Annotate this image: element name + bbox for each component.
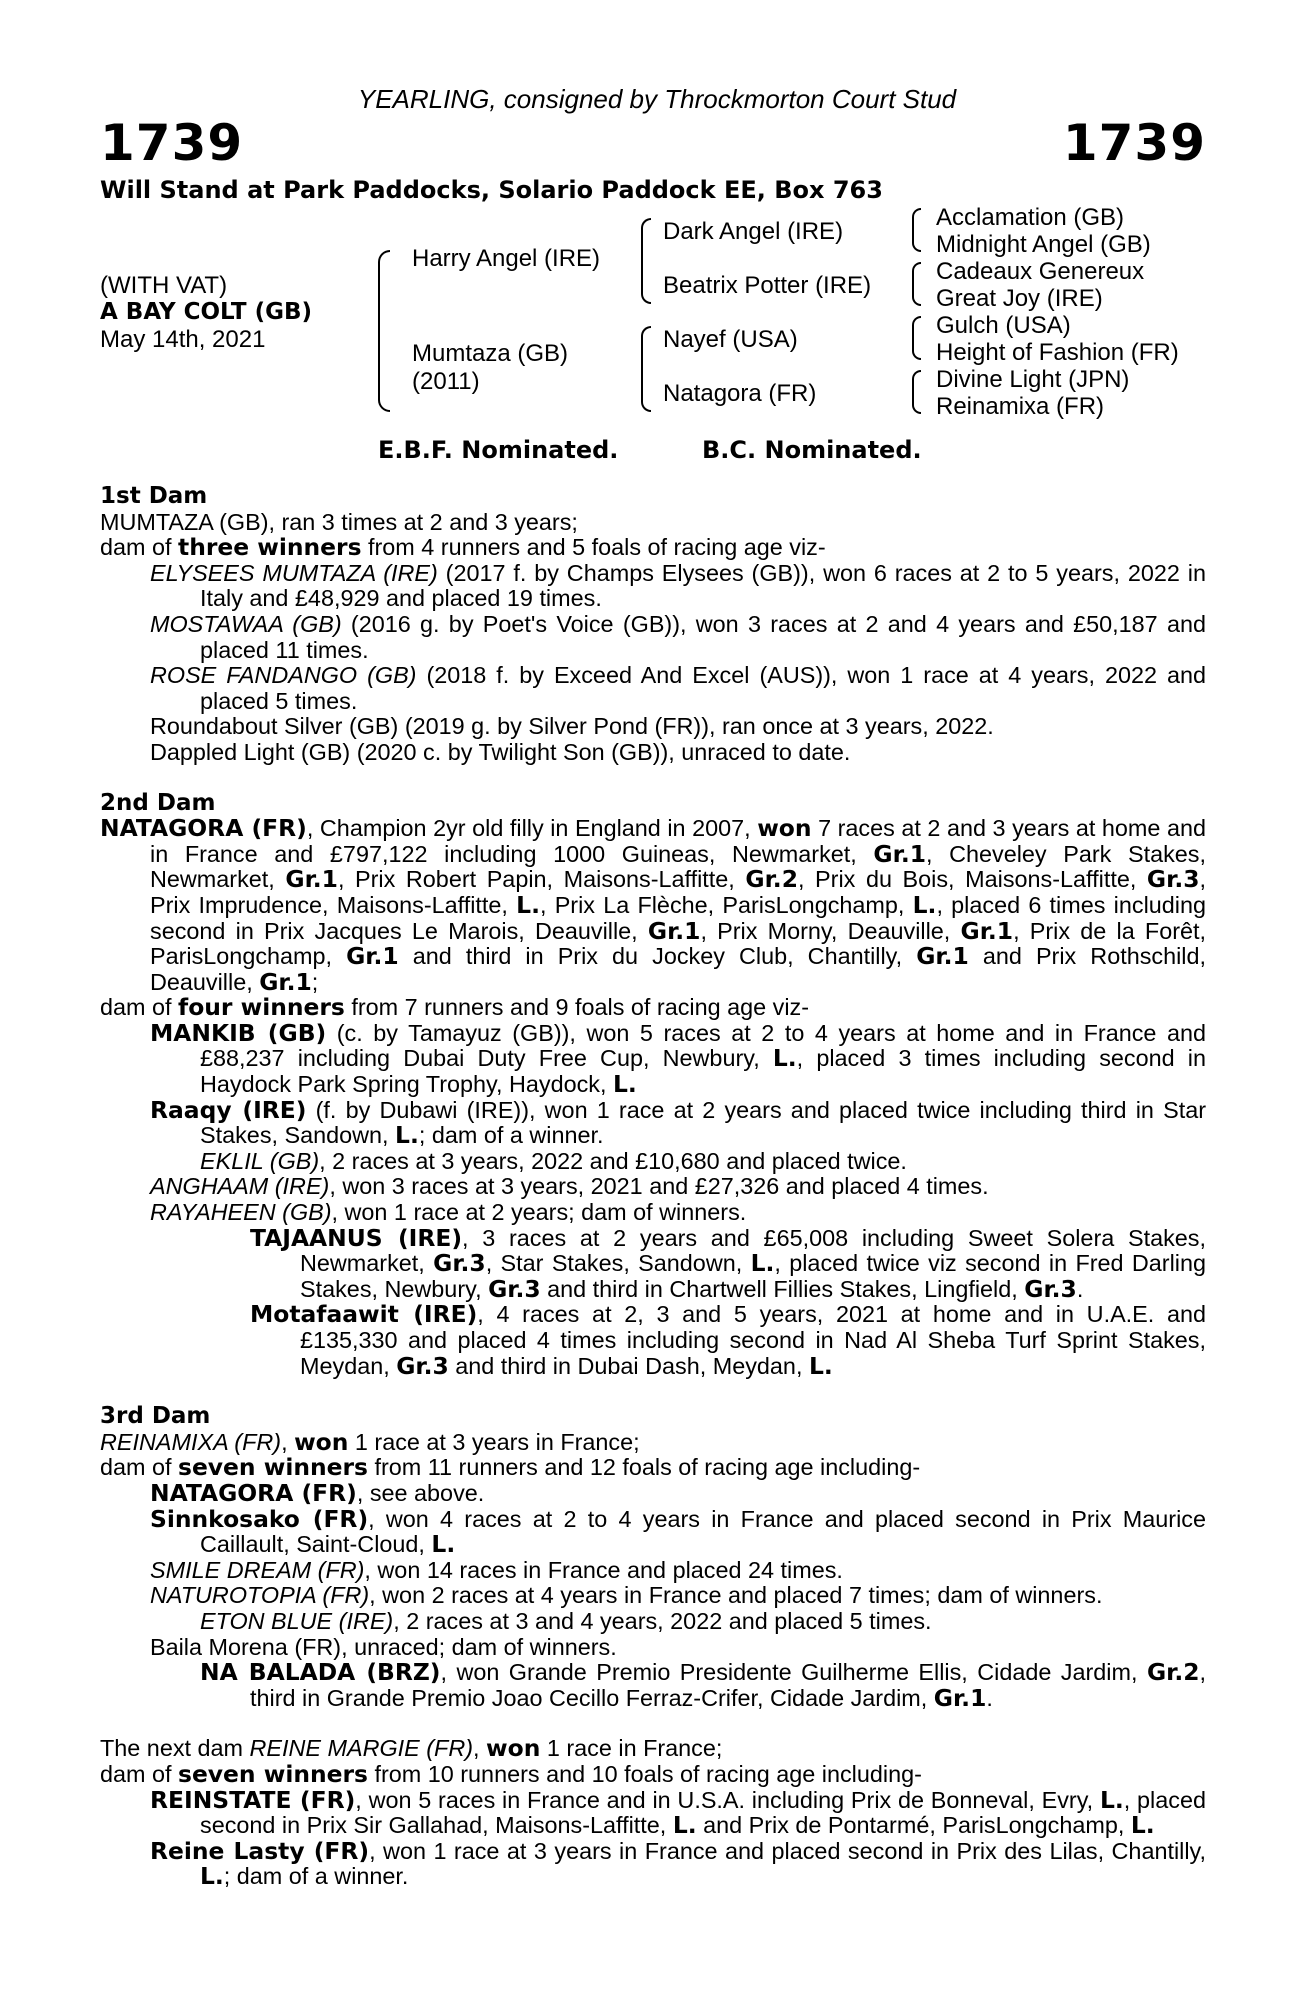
horse-foaled: May 14th, 2021 (100, 326, 266, 353)
g-brace-3 (912, 316, 921, 360)
third-dam-record: REINAMIXA (FR), won 1 race at 3 years in France; (100, 1427, 640, 1456)
ancestor-g3: Cadeaux Genereux (936, 258, 1145, 285)
third-dam-title: 3rd Dam (100, 1403, 211, 1430)
dam-year: (2011) (412, 368, 480, 395)
dam-name: Mumtaza (GB) (412, 340, 569, 367)
dam-brace (641, 326, 651, 412)
first-dam-title: 1st Dam (100, 483, 208, 509)
stand-location: Will Stand at Park Paddocks, Solario Paddock EE, Box 763 (100, 176, 883, 204)
produce-entry: EKLIL (GB), 2 races at 3 years, 2022 and £10,680 and placed twice. (200, 1147, 907, 1174)
produce-entry: ELYSEES MUMTAZA (IRE) (2017 f. by Champs Elysees (GB)), won 6 races at 2 to 5 years, 2022 in Italy and £48,929 and placed 19 times. (150, 559, 1206, 612)
sire-sire-name: Dark Angel (IRE) (663, 218, 844, 245)
ancestor-g5: Gulch (USA) (936, 312, 1071, 339)
main-brace (378, 250, 390, 412)
produce-entry: NATAGORA (FR), see above. (150, 1478, 485, 1507)
dam-dam-name: Natagora (FR) (663, 380, 817, 407)
produce-entry: Reine Lasty (FR), won 1 race at 3 years in France and placed second in Prix des Lilas, Chantilly, L.; dam of a winner. (150, 1836, 1207, 1891)
produce-entry: Sinnkosako (FR), won 4 races at 2 to 4 years in France and placed second in Prix Maurice Caillault, Saint-Cloud, L. (150, 1504, 1206, 1559)
ancestor-g4: Great Joy (IRE) (936, 285, 1103, 312)
g-brace-4 (912, 370, 921, 414)
third-dam-produce-summary: dam of seven winners from 11 runners and 12 foals of racing age including- (100, 1453, 921, 1482)
sire-brace (641, 218, 651, 304)
horse-vat: (WITH VAT) (100, 272, 228, 299)
g-brace-1 (912, 208, 921, 252)
produce-entry: MOSTAWAA (GB) (2016 g. by Poet's Voice (GB)), won 3 races at 2 and 4 years and £50,187 and placed 11 times. (150, 610, 1206, 663)
produce-entry: ETON BLUE (IRE), 2 races at 3 and 4 years, 2022 and placed 5 times. (200, 1607, 932, 1634)
sire-name: Harry Angel (IRE) (412, 245, 601, 272)
lot-number-left: 1739 (100, 114, 244, 172)
horse-description: A BAY COLT (GB) (100, 299, 313, 325)
first-dam-produce-summary: dam of three winners from 4 runners and 5 foals of racing age viz- (100, 533, 826, 562)
produce-entry: TAJAANUS (IRE), 3 races at 2 years and £65,008 including Sweet Solera Stakes, Newmarket, Gr.3, Star Stakes, Sandown, L., placed twice viz second in Fred Darling Stakes, Newbury, Gr.3 and third in Chartwell Fillies Stakes, Lingfield, Gr.3. (250, 1223, 1207, 1303)
second-dam-record: NATAGORA (FR), Champion 2yr old filly in England in 2007, won 7 races at 2 and 3 years at home and in France and £797,122 including 1000 Guineas, Newmarket, Gr.1, Cheveley Park Stakes, Newmarket, Gr.1, Prix Robert Papin, Maisons-Laffitte, Gr.2, Prix du Bois, Maisons-Laffitte, Gr.3, Prix Imprudence, Maisons-Laffitte, L., Prix La Flèche, ParisLongchamp, L., placed 6 times including second in Prix Jacques Le Marois, Deauville, Gr.1, Prix Morny, Deauville, Gr.1, Prix de la Forêt, ParisLongchamp, Gr.1 and third in Prix du Jockey Club, Chantilly, Gr.1 and Prix Rothschild, Deauville, Gr.1; (100, 814, 1207, 996)
catalogue-header-subtitle: YEARLING, consigned by Throckmorton Court Stud (357, 84, 957, 114)
produce-entry: RAYAHEEN (GB), won 1 race at 2 years; dam of winners. (150, 1199, 747, 1226)
sire-dam-name: Beatrix Potter (IRE) (663, 272, 872, 299)
second-dam-title: 2nd Dam (100, 789, 216, 816)
produce-entry: Raaqy (IRE) (f. by Dubawi (IRE)), won 1 race at 2 years and placed twice including third in Star Stakes, Sandown, L.; dam of a winner. (150, 1095, 1206, 1150)
produce-entry: ROSE FANDANGO (GB) (2018 f. by Exceed And Excel (AUS)), won 1 race at 4 years, 2022 and placed 5 times. (150, 662, 1206, 714)
produce-entry: Baila Morena (FR), unraced; dam of winners. (150, 1633, 617, 1660)
produce-entry: NA BALADA (BRZ), won Grande Premio Presidente Guilherme Ellis, Cidade Jardim, Gr.2, third in Grande Premio Joao Cecillo Ferraz-Crifer, Cidade Jardim, Gr.1. (200, 1658, 1206, 1712)
produce-entry: REINSTATE (FR), won 5 races in France and in U.S.A. including Prix de Bonneval, Evry, L., placed second in Prix Sir Gallahad, Maisons-Laffitte, L. and Prix de Pontarmé, ParisLongchamp, L. (150, 1785, 1206, 1840)
ancestor-g8: Reinamixa (FR) (936, 393, 1105, 420)
produce-entry: Dappled Light (GB) (2020 c. by Twilight Son (GB)), unraced to date. (150, 738, 851, 765)
dam-sire-name: Nayef (USA) (663, 326, 798, 353)
bc-nominated: B.C. Nominated. (702, 436, 922, 464)
produce-entry: ANGHAAM (IRE), won 3 races at 3 years, 2021 and £27,326 and placed 4 times. (150, 1173, 989, 1200)
produce-entry: NATUROTOPIA (FR), won 2 races at 4 years in France and placed 7 times; dam of winners. (150, 1582, 1103, 1609)
lot-number-right: 1739 (1062, 114, 1206, 172)
ancestor-g1: Acclamation (GB) (936, 204, 1125, 231)
produce-entry: Roundabout Silver (GB) (2019 g. by Silver Pond (FR)), ran once at 3 years, 2022. (150, 713, 994, 740)
produce-entry: Motafaawit (IRE), 4 races at 2, 3 and 5 years, 2021 at home and in U.A.E. and £135,330 and placed 4 times including second in Nad Al Sheba Turf Sprint Stakes, Meydan, Gr.3 and third in Dubai Dash, Meydan, L. (250, 1300, 1206, 1380)
fourth-dam-record: The next dam REINE MARGIE (FR), won 1 race in France; (100, 1734, 723, 1763)
second-dam-produce-summary: dam of four winners from 7 runners and 9 foals of racing age viz- (100, 993, 810, 1022)
ancestor-g6: Height of Fashion (FR) (936, 339, 1179, 366)
ebf-nominated: E.B.F. Nominated. (378, 436, 619, 464)
g-brace-2 (912, 262, 921, 306)
first-dam-record: MUMTAZA (GB), ran 3 times at 2 and 3 years; (100, 508, 578, 535)
produce-entry: MANKIB (GB) (c. by Tamayuz (GB)), won 5 races at 2 to 4 years at home and in France and £88,237 including Dubai Duty Free Cup, Newbury, L., placed 3 times including second in Haydock Park Spring Trophy, Haydock, L. (150, 1018, 1206, 1099)
fourth-dam-produce-summary: dam of seven winners from 10 runners and 10 foals of racing age including- (100, 1759, 922, 1788)
produce-entry: SMILE DREAM (FR), won 14 races in France and placed 24 times. (150, 1556, 843, 1583)
ancestor-g2: Midnight Angel (GB) (936, 231, 1151, 258)
ancestor-g7: Divine Light (JPN) (936, 366, 1130, 393)
dam-records (100, 484, 1206, 1890)
